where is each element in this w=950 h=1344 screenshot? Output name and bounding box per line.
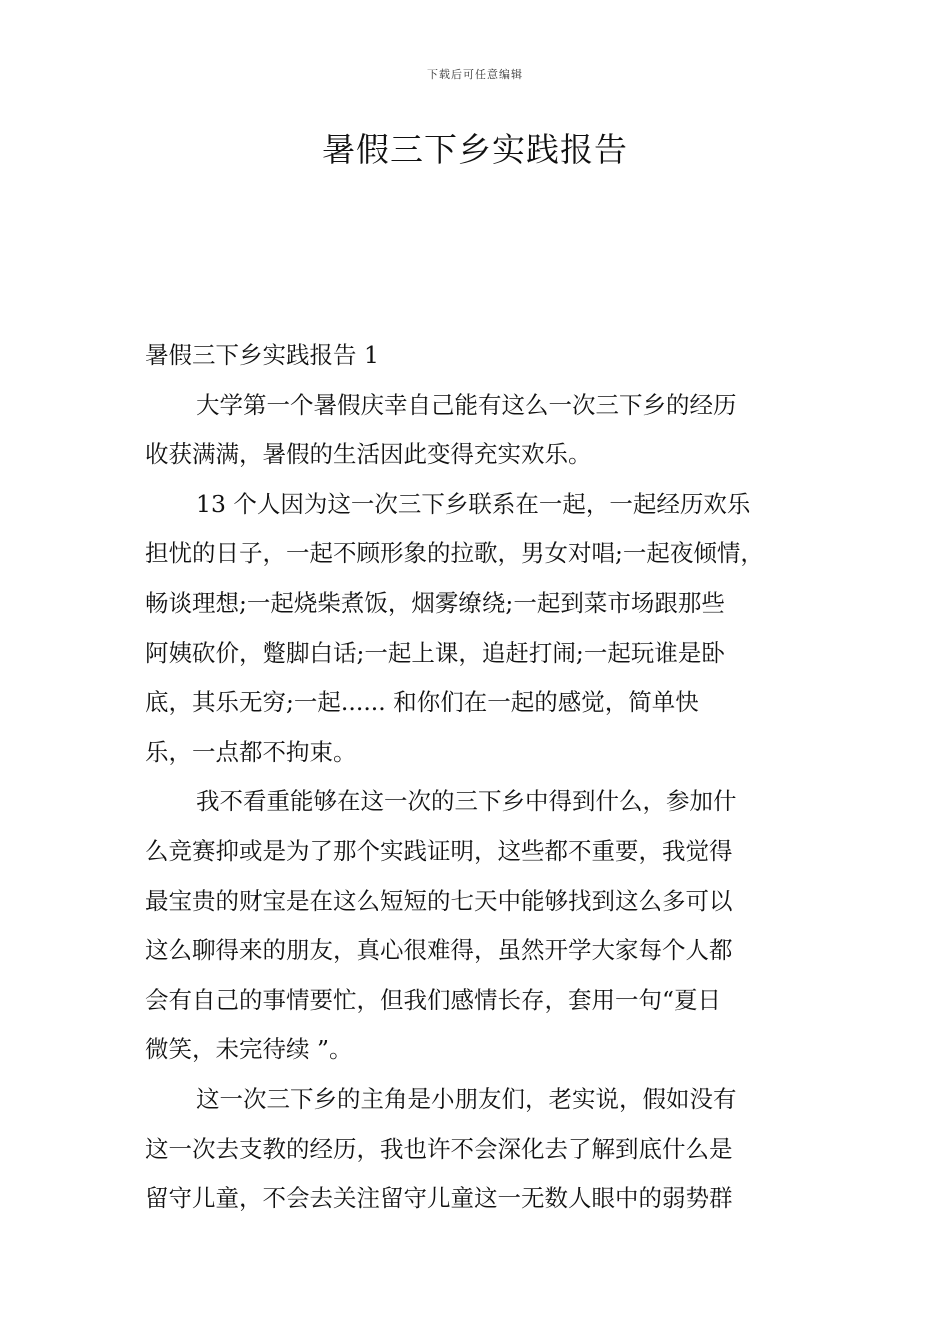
text-line: 收获满满，暑假的生活因此变得充实欢乐。 <box>145 440 592 469</box>
text-line: 这一次去支教的经历，我也许不会深化去了解到底什么是 <box>145 1134 733 1163</box>
paragraph-3 <box>145 777 825 1075</box>
paragraph-4 <box>145 1075 825 1224</box>
text-line: 底，其乐无穷;一起...... 和你们在一起的感觉，简单快 <box>145 688 699 717</box>
header-note: 下载后可任意编辑 <box>427 68 523 81</box>
text-line: 13 个人因为这一次三下乡联系在一起，一起经历欢乐 <box>196 489 751 518</box>
text-line: 微笑，未完待续 ”。 <box>145 1035 353 1064</box>
text-line: 畅谈理想;一起烧柴煮饭，烟雾缭绕;一起到菜市场跟那些 <box>145 588 725 617</box>
document-body <box>145 331 825 1224</box>
paragraph-2 <box>145 480 825 778</box>
text-line: 会有自己的事情要忙，但我们感情长存，套用一句“夏日 <box>145 985 722 1014</box>
section-heading: 暑假三下乡实践报告 1 <box>145 341 379 369</box>
text-line: 担忧的日子，一起不顾形象的拉歌，男女对唱;一起夜倾情， <box>145 539 764 568</box>
document-title: 暑假三下乡实践报告 <box>322 130 628 169</box>
paragraph-1 <box>145 381 825 480</box>
text-line: 我不看重能够在这一次的三下乡中得到什么，参加什 <box>196 787 737 816</box>
text-line: 么竞赛抑或是为了那个实践证明，这些都不重要，我觉得 <box>145 836 733 865</box>
text-line: 最宝贵的财宝是在这么短短的七天中能够找到这么多可以 <box>145 886 733 915</box>
text-line: 乐，一点都不拘束。 <box>145 737 357 766</box>
text-line: 留守儿童，不会去关注留守儿童这一无数人眼中的弱势群 <box>145 1184 733 1213</box>
text-line: 阿姨砍价，蹩脚白话;一起上课，追赶打闹;一起玩谁是卧 <box>145 638 725 667</box>
text-line: 这一次三下乡的主角是小朋友们，老实说，假如没有 <box>196 1084 737 1113</box>
text-line: 大学第一个暑假庆幸自己能有这么一次三下乡的经历 <box>196 390 737 419</box>
text-line: 这么聊得来的朋友，真心很难得，虽然开学大家每个人都 <box>145 936 733 965</box>
